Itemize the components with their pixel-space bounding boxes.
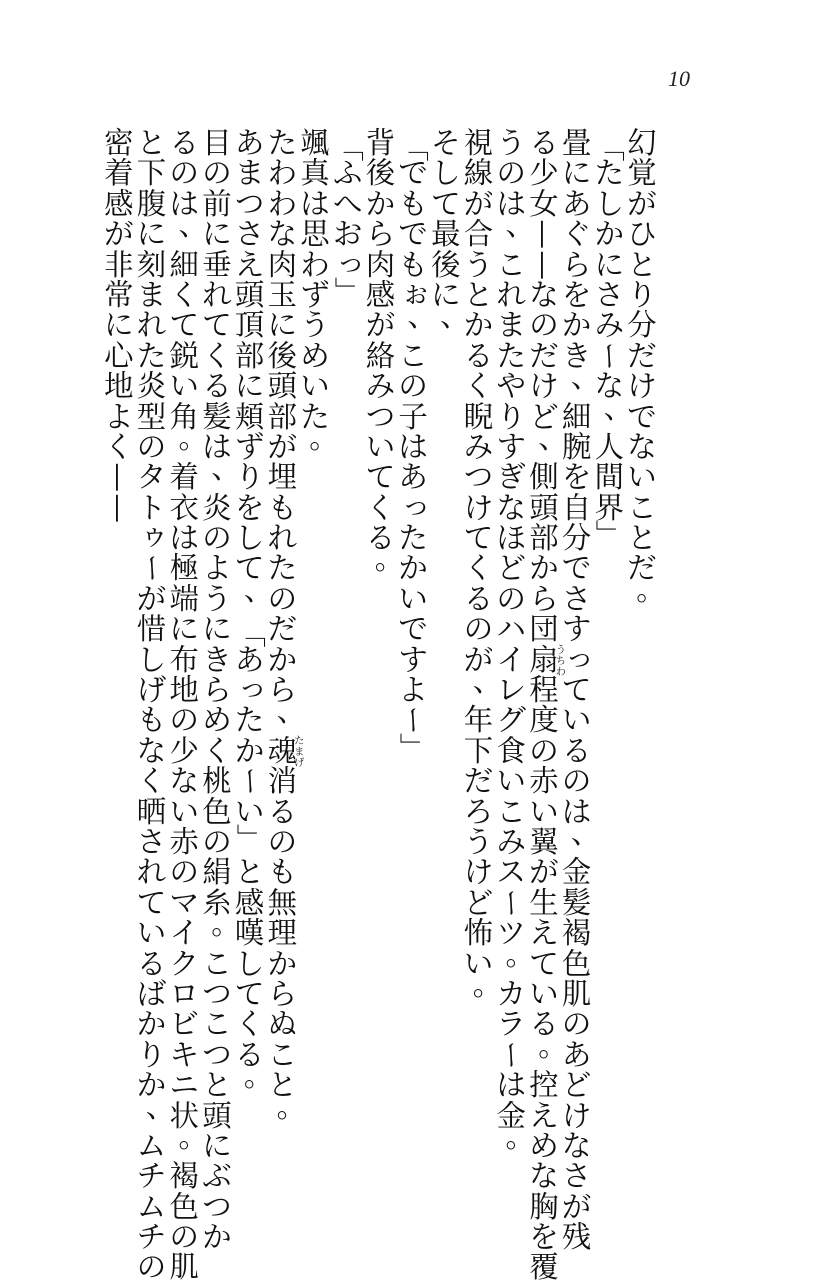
text-column: 目 の 前 に 垂 れ て く る 髪 は 、 炎 の よ う に き ら め く 桃 色 の 絹 糸 。 こ つ こ つ と 頭 に ぶ つ か: [202, 126, 241, 1255]
furigana: う ち わ: [555, 644, 566, 678]
furigana: た ま げ: [294, 735, 305, 769]
text-column: そ し て 最 後 に 、: [431, 126, 470, 334]
text-column: と 下 腹 に 刻 ま れ た 炎 型 の タ ト ゥ ー が 惜 し げ も な く 晒 さ れ て い る ば か り か 、 ム チ ム チ の: [134, 126, 176, 1284]
text-column: 幻 覚 が ひ と り 分 だ け で な い こ と だ 。: [627, 126, 666, 607]
text-column: 畳 に あ ぐ ら を か き 、 細 腕 を 自 分 で さ す っ て い る の は 、 金 髪 褐 色 肌 の あ ど け な さ が 残: [561, 126, 601, 1255]
text-column: 「 た し か に さ み ー な 、 人 間 界 」: [592, 132, 633, 549]
text-column: 背 後 か ら 肉 感 が 絡 み つ い て く る 。: [365, 126, 405, 577]
text-column: た わ わ な 肉 玉 に 後 頭 部 が 埋 も れ た の だ か ら 、 魂 た ま げ 消 る の も 無 理 か ら ぬ こ と 。: [267, 126, 306, 1124]
text-column: 密 着 感 が 非 常 に 心 地 よ く — —: [101, 126, 136, 523]
text-column: あ ま つ さ え 頭 頂 部 に 頬 ず り を し て 、 「 あ っ た か ー い 」 と 感 嘆 し て く る 。: [232, 126, 274, 1094]
text-column: る 少 女 — — な の だ け ど 、 側 頭 部 か ら 団 扇 う ち わ 程 度 の 赤 い 翼 が 生 え て い る 。 控 え め な 胸 を 覆: [527, 126, 568, 1284]
text-column: 颯 真 は 思 わ ず う め い た 。: [300, 126, 339, 455]
text-column: る の は 、 細 く て 鋭 い 角 。 着 衣 は 極 端 に 布 地 の 少 な い 赤 の マ イ ク ロ ビ キ ニ 状 。 褐 色 の 肌: [169, 126, 208, 1284]
text-column: 視 線 が 合 う と か る く 睨 み つ け て く る の が 、 年 下 だ ろ う け ど 怖 い 。: [463, 126, 503, 1002]
page-number: 10: [668, 66, 690, 91]
text-column: 「 ふ へ お っ 」: [330, 132, 366, 306]
text-column: 「 で も で も ぉ 、 こ の 子 は あ っ た か い で す よ ー 」: [396, 132, 437, 762]
text-column: う の は 、 こ れ ま た や り す ぎ な ほ ど の ハ イ レ グ 食 い こ み ス ー ツ 。 カ ラ ー は 金 。: [494, 126, 535, 1154]
body-text: [100, 126, 666, 1284]
